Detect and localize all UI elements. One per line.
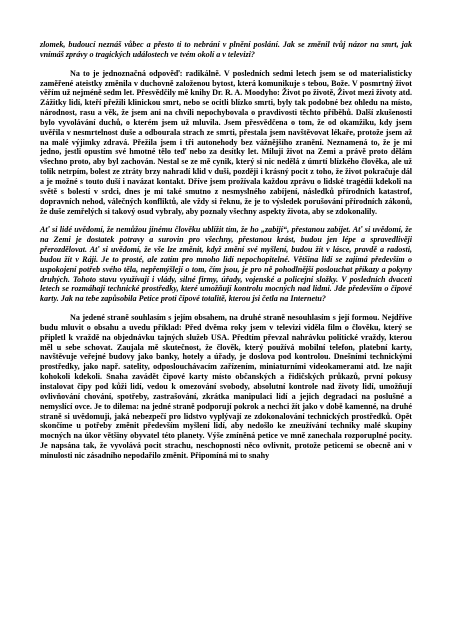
question-paragraph: Ať si lidé uvědomí, že nemůžou jinému člověku ublížit tím, že ho „zabijí“, přestanou zabíjet. Ať si uvědomí, že na Zemi je dostatek potravy a surovin pro všechny, přestanou krást, budou jen lépe a spravedlivěji přerozdělovat. Ať si uvědomí, že vše lze změnit, když změní své myšlení, budou žít v lásce, pravdě a radosti, budou žít v Ráji. Je to prosté, ale zatím pro mnoho lidí nepochopitelné. Většina lidí se zajímá především o uspokojení potřeb svého těla, nepřemýšlejí o tom, čím jsou, je pro ně pohodlnější poslouchat příkazy a pokyny druhých. Tohoto stavu využívají i vlády, silné firmy, úřady, vojenské a policejní složky. V posledních dvaceti letech se rozmáhají technické prostředky, které umožňují kontrolu mocných nad lidmi. Jde především o čipové karty. Jak na tebe zapůsobila Petice proti čipové totalitě, kterou jsi četla na Internetu?: [40, 225, 412, 304]
question-paragraph: zlomek, budoucí neznáš vůbec a přesto ti to nebrání v plnění poslání. Jak se změnil tvůj názor na smrt, jak vnímáš zprávy o tragických událostech ve tvém okolí a v televizi?: [40, 40, 412, 59]
answer-paragraph: Na to je jednoznačná odpověď: radikálně. V posledních sedmi letech jsem se od materialisticky zaměřené ateistky změnila v duchovně založenou bytost, která komunikuje s tebou, Bože. V posmrtný život věřím už nejméně sedm let. Přesvědčily mě knihy Dr. R. A. Moodyho: Život po životě, Život mezi životy atd. Zážitky lidí, kteří přežili klinickou smrt, nebo se ocitli blízko smrti, byly tak podobné bez ohledu na místo, národnost, rasu a věk, že jsem ani na chvíli nepochybovala o pravdivosti těchto příběhů. Další zkušenosti bylo vyvolávání duchů, o kterém jsem už mluvila. Jsem přesvědčena o tom, že od okamžiku, kdy jsem uvěřila v nesmrtelnost duše a odbourala strach ze smrti, přestala jsem navštěvovat lékaře, protože jsem až na malé výjimky zdravá. Přežila jsem i tři autonehody bez vážnějšího zranění. Neznamená to, že je mi jedno, jestli opustím své hmotné tělo teď nebo za desítky let. Miluji život na Zemi a právě proto dělám všechno proto, aby byl zachován. Nestal se ze mě cynik, který si nic nedělá z úmrtí blízkého člověka, ale už tolik netrpím, bolest ze ztráty brzy nahradí klid v duši, později i krásný pocit z toho, že život pokračuje dál a je možné s touto duší i navázat kontakt. Dříve jsem prožívala každou zprávu o lidské tragédii kdekoli na světě s bolestí v srdci, dnes je mi také smutno z nesmyslného zabíjení, následků přírodních katastrof, dopravních nehod, válečných konfliktů, ale vždy si řeknu, že je to výsledek porušování přírodních zákonů, že duše zemřelých si takový osud vybraly, aby poznaly všechny aspekty života, aby se zdokonalily.: [40, 68, 412, 216]
answer-paragraph: Na jedené straně souhlasím s jejím obsahem, na druhé straně nesouhlasím s její formou. Nejdříve budu mluvit o obsahu a uvedu příklad: Před dvěma roky jsem v televizi viděla film o člověku, který se připletl k vraždě na objednávku tajných služeb USA. Předtím převzal nahrávku politické vraždy, kterou měl u sebe schovat. Zaujala mě skutečnost, že člověk, který používá mobilní telefon, platební karty, navštěvuje veřejné budovy jako banky, hotely a úřady, je doslova pod kontrolou. Dnešními technickými prostředky, jako např. satelity, odposlouchávacím zařízením, miniaturními videokamerami atd. lze najít kohokoli kdekoli. Snaha zavádět čipové karty místo občanských a řidičských průkazů, první pokusy instalovat čipy pod kůži lidí, vedou k omezování svobody, absolutní kontrole nad životy lidí, umožňují ovlivňování chování, spotřeby, zastrašování, zkrátka manipulaci lidí a jejich degradaci na poslušné a nemyslící ovce. Je to dilema: na jedné straně podporují pokrok a nechci žít jako v době kamenné, na druhé straně si uvědomuji, jaká nebezpečí pro lidstvo vyplývají ze zdokonalování technických prostředků. Opět skončíme u potřeby změnit především myšlení lidí, aby nedošlo ke zneužívání techniky malé skupiny mocných na úkor většiny obyvatel této planety. Výše zmíněná petice ve mně zanechala rozporuplné pocity. Je napsána tak, že vyvolává pocit strachu, neschopnosti něco ovlivnit, protože peticemi se obecně ani v minulosti nic zásadního nepodařilo změnit. Připomíná mi to snahy: [40, 313, 412, 460]
